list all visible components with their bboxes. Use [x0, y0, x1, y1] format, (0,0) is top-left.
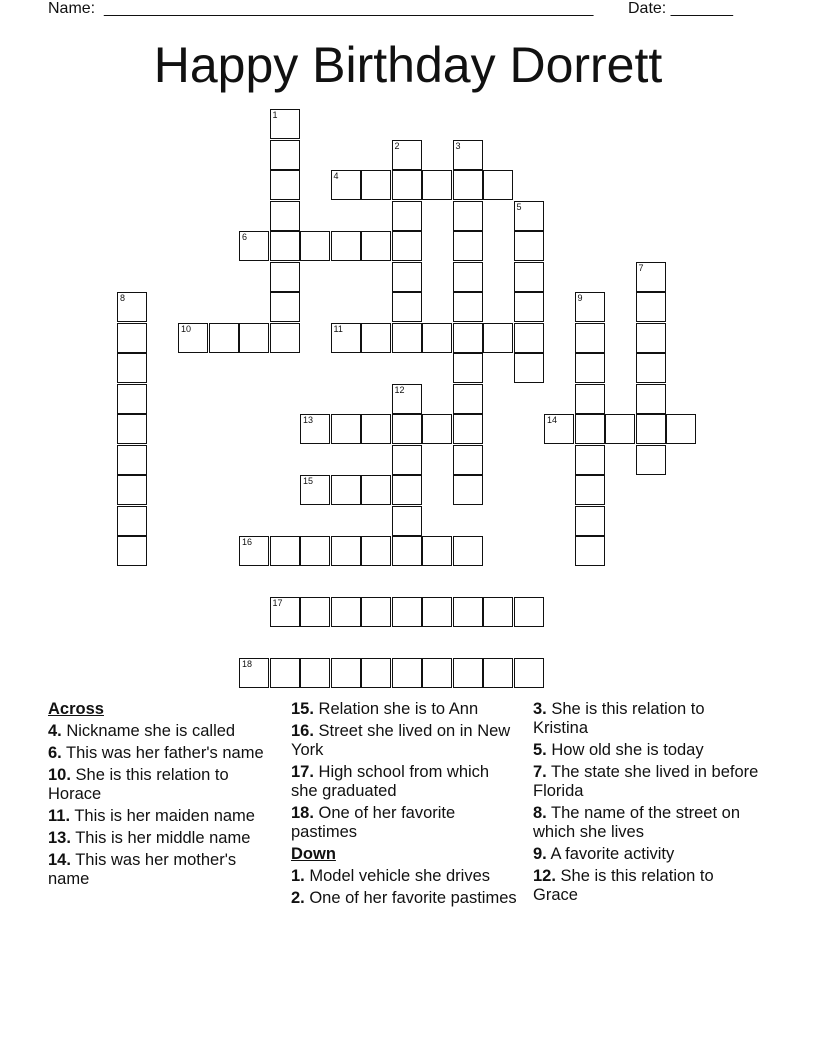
grid-cell[interactable]: [453, 231, 483, 261]
clues-column-3: [533, 700, 763, 908]
grid-cell[interactable]: [270, 170, 300, 200]
grid-cell[interactable]: [361, 170, 391, 200]
grid-cell[interactable]: [514, 201, 544, 231]
cell-number: 13: [303, 415, 314, 425]
cell-number: 16: [242, 537, 253, 547]
cell-number: 6: [242, 232, 248, 242]
clue-down-7: 7. The state she lived in before Florida: [533, 763, 759, 800]
cell-number: 18: [242, 659, 253, 669]
grid-cell[interactable]: [422, 323, 452, 353]
cell-number: 14: [547, 415, 558, 425]
clue-across-14: 14. This was her mother's name: [48, 851, 237, 888]
cell-number: 15: [303, 476, 314, 486]
grid-cell[interactable]: [422, 414, 452, 444]
grid-cell[interactable]: [514, 658, 544, 688]
grid-cell[interactable]: [514, 323, 544, 353]
grid-cell[interactable]: [575, 414, 605, 444]
cell-number: 10: [181, 323, 192, 334]
grid-cell[interactable]: [483, 323, 513, 353]
grid-cell[interactable]: [117, 384, 147, 414]
grid-cell[interactable]: [514, 597, 544, 627]
grid-cell[interactable]: [239, 658, 269, 688]
grid-cell[interactable]: [422, 597, 452, 627]
grid-cell[interactable]: [575, 353, 605, 383]
clue-across-10: 10. She is this relation to Horace: [48, 766, 229, 803]
grid-cell[interactable]: [392, 445, 422, 475]
grid-cell[interactable]: [300, 658, 330, 688]
grid-cell[interactable]: [239, 231, 269, 261]
grid-cell[interactable]: [239, 536, 269, 566]
grid-cell[interactable]: [270, 231, 300, 261]
grid-cell[interactable]: [178, 323, 208, 353]
grid-cell[interactable]: [392, 414, 422, 444]
grid-cell[interactable]: [392, 201, 422, 231]
grid-cell[interactable]: [422, 170, 452, 200]
grid-cell[interactable]: [392, 140, 422, 170]
grid-cell[interactable]: [453, 384, 483, 414]
cell-number: 9: [577, 293, 583, 303]
grid-cell[interactable]: [392, 536, 422, 566]
clues-column-2: [291, 700, 519, 911]
cell-number: 7: [638, 262, 644, 273]
grid-cell[interactable]: [270, 658, 300, 688]
grid-cell[interactable]: [605, 414, 635, 444]
grid-cell[interactable]: [575, 445, 605, 475]
grid-cell[interactable]: [117, 414, 147, 444]
grid-cell[interactable]: [117, 506, 147, 536]
grid-cell[interactable]: [392, 323, 422, 353]
grid-cell[interactable]: [636, 384, 666, 414]
clue-across-11: 11. This is her maiden name: [48, 807, 255, 825]
grid-cell[interactable]: [331, 536, 361, 566]
grid-cell[interactable]: [331, 658, 361, 688]
grid-cell[interactable]: [575, 536, 605, 566]
grid-cell[interactable]: [544, 414, 574, 444]
grid-cell[interactable]: [270, 140, 300, 170]
clue-down-8: 8. The name of the street on which she lives: [533, 804, 740, 841]
grid-cell[interactable]: [270, 597, 300, 627]
cell-number: 8: [120, 293, 126, 303]
grid-cell[interactable]: [392, 475, 422, 505]
grid-cell[interactable]: [453, 414, 483, 444]
name-field[interactable]: _______________________________________________________: [104, 0, 594, 17]
clue-down-12: 12. She is this relation to Grace: [533, 867, 714, 904]
grid-cell[interactable]: [361, 323, 391, 353]
grid-cell[interactable]: [270, 262, 300, 292]
grid-cell[interactable]: [361, 658, 391, 688]
grid-cell[interactable]: [483, 170, 513, 200]
grid-cell[interactable]: [117, 445, 147, 475]
grid-cell[interactable]: [575, 475, 605, 505]
grid-cell[interactable]: [392, 292, 422, 322]
name-label: Name:: [48, 0, 96, 17]
grid-cell[interactable]: [300, 231, 330, 261]
grid-cell[interactable]: [270, 292, 300, 322]
clue-across-18: 18. One of her favorite pastimes: [291, 804, 456, 841]
grid-cell[interactable]: [361, 597, 391, 627]
cell-number: 12: [394, 384, 405, 395]
grid-cell[interactable]: [392, 231, 422, 261]
clue-across-13: 13. This is her middle name: [48, 829, 251, 847]
grid-cell[interactable]: [331, 414, 361, 444]
cell-number: 4: [333, 171, 339, 181]
grid-cell[interactable]: [453, 597, 483, 627]
clue-across-16: 16. Street she lived on in New York: [291, 722, 511, 759]
grid-cell[interactable]: [392, 658, 422, 688]
grid-cell[interactable]: [483, 597, 513, 627]
grid-cell[interactable]: [392, 597, 422, 627]
grid-cell[interactable]: [453, 262, 483, 292]
grid-cell[interactable]: [239, 323, 269, 353]
grid-cell[interactable]: [453, 323, 483, 353]
grid-cell[interactable]: [514, 262, 544, 292]
grid-cell[interactable]: [514, 353, 544, 383]
grid-cell[interactable]: [453, 658, 483, 688]
grid-cell[interactable]: [453, 353, 483, 383]
grid-cell[interactable]: [392, 384, 422, 414]
grid-cell[interactable]: [300, 536, 330, 566]
grid-cell[interactable]: [270, 201, 300, 231]
grid-cell[interactable]: [331, 597, 361, 627]
grid-cell[interactable]: [300, 475, 330, 505]
grid-cell[interactable]: [453, 475, 483, 505]
grid-cell[interactable]: [392, 262, 422, 292]
grid-cell[interactable]: [575, 323, 605, 353]
grid-cell[interactable]: [361, 536, 391, 566]
clue-down-1: 1. Model vehicle she drives: [291, 867, 491, 885]
grid-cell[interactable]: [453, 292, 483, 322]
clue-down-9: 9. A favorite activity: [533, 845, 675, 863]
grid-cell[interactable]: [666, 414, 696, 444]
grid-cell[interactable]: [575, 384, 605, 414]
grid-cell[interactable]: [636, 414, 666, 444]
grid-cell[interactable]: [453, 170, 483, 200]
grid-cell[interactable]: [453, 140, 483, 170]
grid-cell[interactable]: [331, 475, 361, 505]
grid-cell[interactable]: [300, 414, 330, 444]
grid-cell[interactable]: [422, 536, 452, 566]
cell-number: 2: [394, 140, 400, 151]
grid-cell[interactable]: [575, 506, 605, 536]
grid-cell[interactable]: [117, 323, 147, 353]
down-heading: Down: [291, 845, 336, 863]
cell-number: 1: [272, 110, 278, 120]
grid-cell[interactable]: [453, 201, 483, 231]
grid-cell[interactable]: [361, 475, 391, 505]
clue-down-2: 2. One of her favorite pastimes: [291, 889, 517, 907]
grid-cell[interactable]: [300, 597, 330, 627]
clue-across-4: 4. Nickname she is called: [48, 722, 236, 740]
cell-number: 11: [333, 323, 343, 334]
grid-cell[interactable]: [636, 353, 666, 383]
grid-cell[interactable]: [331, 323, 361, 353]
clue-down-5: 5. How old she is today: [533, 741, 704, 759]
cell-number: 17: [272, 598, 283, 608]
cell-number: 5: [516, 201, 522, 212]
grid-cell[interactable]: [453, 445, 483, 475]
grid-cell[interactable]: [361, 414, 391, 444]
grid-cell[interactable]: [117, 475, 147, 505]
grid-cell[interactable]: [514, 292, 544, 322]
grid-cell[interactable]: [392, 506, 422, 536]
grid-cell[interactable]: [270, 323, 300, 353]
page-title: Happy Birthday Dorrett: [153, 37, 663, 93]
grid-cell[interactable]: [117, 536, 147, 566]
grid-cell[interactable]: [636, 292, 666, 322]
grid-cell[interactable]: [361, 231, 391, 261]
clue-across-17: 17. High school from which she graduated: [291, 763, 490, 800]
grid-cell[interactable]: [636, 323, 666, 353]
grid-cell[interactable]: [392, 170, 422, 200]
grid-cell[interactable]: [331, 231, 361, 261]
grid-cell[interactable]: [209, 323, 239, 353]
clues-column-1: [48, 700, 276, 892]
grid-cell[interactable]: [117, 292, 147, 322]
grid-cell[interactable]: [636, 262, 666, 292]
cell-number: 3: [455, 140, 461, 151]
grid-cell[interactable]: [270, 109, 300, 139]
date-field[interactable]: Date: _______: [628, 0, 733, 17]
grid-cell[interactable]: [483, 658, 513, 688]
grid-cell[interactable]: [636, 445, 666, 475]
clue-across-15: 15. Relation she is to Ann: [291, 700, 479, 718]
grid-cell[interactable]: [575, 292, 605, 322]
grid-cell[interactable]: [422, 658, 452, 688]
grid-cell[interactable]: [514, 231, 544, 261]
grid-cell[interactable]: [270, 536, 300, 566]
grid-cell[interactable]: [331, 170, 361, 200]
grid-cell[interactable]: [117, 353, 147, 383]
clue-across-6: 6. This was her father's name: [48, 744, 264, 762]
across-heading: Across: [48, 700, 104, 718]
grid-cell[interactable]: [453, 536, 483, 566]
clue-down-3: 3. She is this relation to Kristina: [533, 700, 705, 737]
